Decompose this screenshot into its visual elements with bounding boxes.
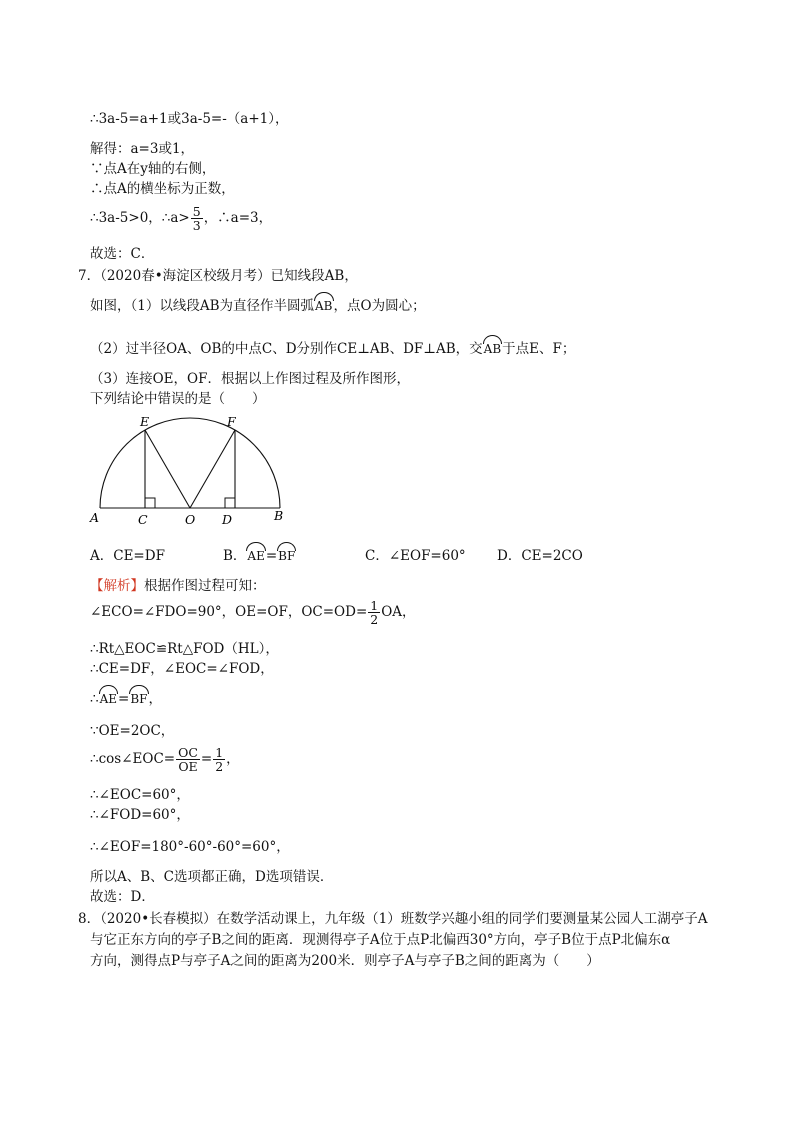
solution-line-4-pre: ∴ <box>90 691 99 707</box>
solution-line-2: ∴Rt△EOC≌Rt△FOD（HL）， <box>90 641 279 657</box>
arc-symbol: BF <box>278 549 296 563</box>
solution-line-6 <box>90 744 240 774</box>
prev-line-2: 解得：a=3或1， <box>90 141 195 157</box>
label-b: B <box>274 508 284 523</box>
semicircle-arc <box>100 418 280 508</box>
fraction-num: OC <box>178 745 198 760</box>
fraction-1-2 <box>213 746 225 773</box>
label-f: F <box>227 414 236 429</box>
label-a: A <box>90 510 100 525</box>
semicircle-figure <box>86 412 292 530</box>
arc-symbol: AE <box>99 692 118 706</box>
solution-line-11: 故选：D． <box>90 889 155 905</box>
prev-line-4: ∴点A的横坐标为正数， <box>90 181 235 197</box>
solution-line-6-b: ， <box>226 751 240 767</box>
fraction-1-2 <box>368 599 380 626</box>
option-d: D．CE=2CO <box>497 548 583 564</box>
option-a: A．CE=DF <box>90 548 165 564</box>
option-b <box>223 547 296 565</box>
option-b-prefix: B． <box>223 548 247 564</box>
solution-line-6-a: ∴cos∠EOC= <box>90 751 176 767</box>
label-c: C <box>138 512 148 527</box>
arc-symbol: AE <box>247 549 265 563</box>
q8-line-3: 方向，测得点P与亭子A之间的距离为200米．则亭子A与亭子B之间的距离为（ ） <box>90 953 600 969</box>
solution-line-1-a: ∠ECO=∠FDO=90°，OE=OF，OC=OD= <box>90 604 368 620</box>
prev-line-5-b: ，∴a=3， <box>203 210 273 226</box>
solution-line-9: ∴∠EOF=180°-60°-60°=60°， <box>90 839 290 855</box>
solution-line-10: 所以A、B、C选项都正确，D选项错误． <box>90 869 334 885</box>
prev-line-1: ∴3a-5=a+1或3a-5=-（a+1）， <box>90 111 289 127</box>
solution-intro <box>90 577 266 595</box>
label-o: O <box>185 512 196 527</box>
solution-line-7: ∴∠EOC=60°， <box>90 787 190 803</box>
equals: = <box>118 691 130 707</box>
segment-of <box>190 430 235 508</box>
solution-intro-text: 根据作图过程可知： <box>144 578 266 594</box>
solution-tag: 【解析】 <box>90 578 144 594</box>
option-c: C．∠EOF=60° <box>365 548 466 564</box>
q7-step-1-b: ，点O为圆心； <box>333 298 426 314</box>
q7-step-1 <box>90 297 426 315</box>
prev-line-3: ∵点A在y轴的右侧， <box>90 161 216 177</box>
q8-line-1: 8．（2020•长春模拟）在数学活动课上，九年级（1）班数学兴趣小组的同学们要测量某公园人工湖亭子A <box>78 911 708 927</box>
q8-line-2: 与它正东方向的亭子B之间的距离．现测得亭子A位于点P北偏西30°方向，亭子B位于点P北偏东α <box>90 932 671 948</box>
solution-line-8: ∴∠FOD=60°， <box>90 807 190 823</box>
segment-oe <box>145 430 190 508</box>
solution-line-5: ∵OE=2OC， <box>90 723 175 739</box>
q7-step-2-b: 于点E、F； <box>502 341 576 357</box>
prev-line-6: 故选：C． <box>90 246 155 262</box>
fraction-den: 2 <box>215 759 224 774</box>
solution-line-1-b: OA， <box>381 604 416 620</box>
fraction-oc-oe <box>176 746 200 773</box>
solution-line-1 <box>90 599 416 626</box>
equals: = <box>265 548 278 564</box>
label-d: D <box>222 512 233 527</box>
q7-step-3: （3）连接OE，OF．根据以上作图过程及所作图形， <box>90 371 410 387</box>
arc-symbol: AB <box>483 342 502 356</box>
label-e: E <box>140 414 150 429</box>
right-angle-d <box>225 498 235 508</box>
fraction-den: 2 <box>370 612 379 627</box>
equals: = <box>200 751 213 767</box>
q7-options <box>90 547 610 567</box>
prev-line-5-a: ∴3a-5>0，∴a> <box>90 210 190 226</box>
arc-symbol: BF <box>130 692 148 706</box>
fraction-num: 1 <box>215 745 224 760</box>
fraction-num: 1 <box>370 598 379 613</box>
right-angle-c <box>145 498 155 508</box>
solution-line-4 <box>90 690 162 708</box>
fraction-5-3 <box>191 205 203 232</box>
q7-step-2-a: （2）过半径OA、OB的中点C、D分别作CE⊥AB、DF⊥AB，交 <box>90 341 483 357</box>
solution-line-4-post: ， <box>148 691 162 707</box>
prev-line-5 <box>90 205 272 232</box>
arc-symbol: AB <box>315 299 333 313</box>
q7-step-2 <box>90 340 575 358</box>
fraction-den: OE <box>178 759 198 774</box>
fraction-num: 5 <box>192 204 201 219</box>
q7-step-1-a: 如图，（1）以线段AB为直径作半圆弧 <box>90 298 315 314</box>
q7-heading: 7．（2020春•海淀区校级月考）已知线段AB， <box>78 268 358 284</box>
fraction-den: 3 <box>192 218 201 233</box>
q7-prompt: 下列结论中错误的是（ ） <box>90 391 266 407</box>
solution-line-3: ∴CE=DF，∠EOC=∠FOD， <box>90 661 274 677</box>
